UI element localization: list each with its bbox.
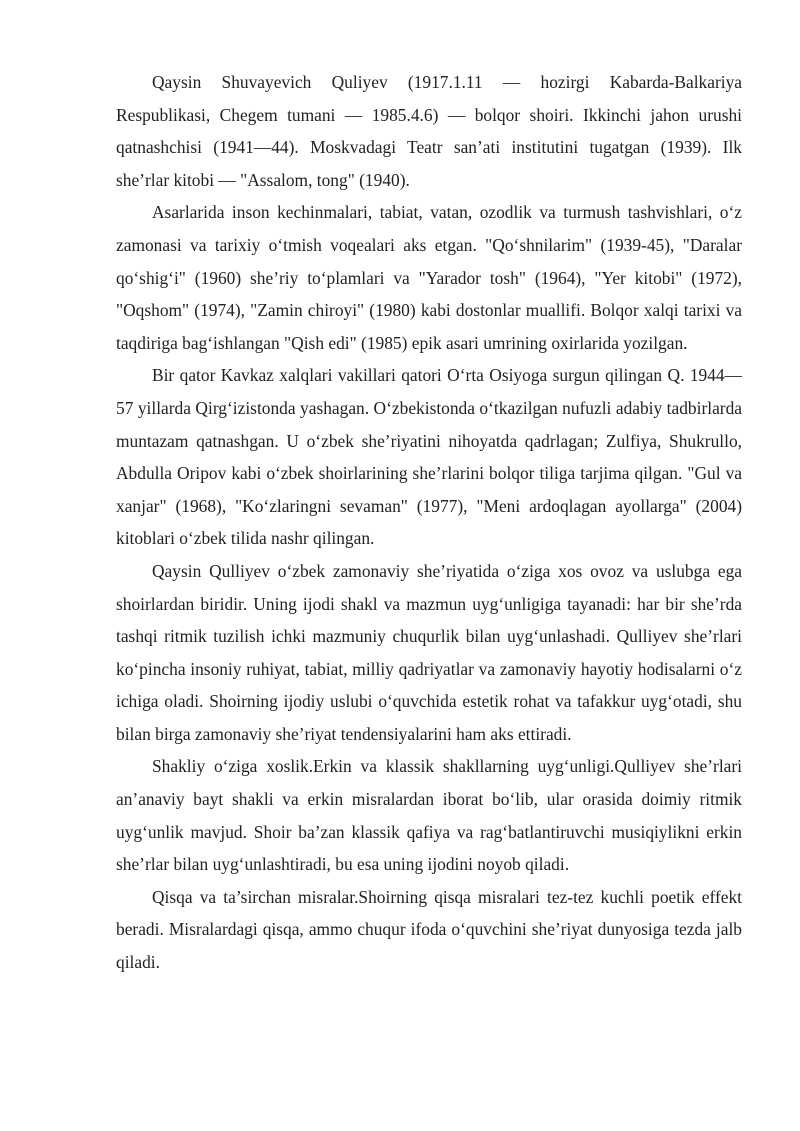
paragraph-works: Asarlarida inson kechinmalari, tabiat, vatan, ozodlik va turmush tashvishlari, o‘z zamonasi va tarixiy o‘tmish voqealari aks etgan. "Qo‘shnilarim" (1939-45), "Daralar qo‘shig‘i" (1960) she’riy to‘plamlari va "Yarador tosh" (1964), "Yer kitobi" (1972), "Oqshom" (1974), "Zamin chiroyi" (1980) kabi dostonlar muallifi. Bolqor xalqi tarixi va taqdiriga bag‘ishlangan "Qish edi" (1985) epik asari umrining oxirlarida yozilgan. <box>116 202 742 353</box>
paragraph-short-lines: Qisqa va ta’sirchan misralar.Shoirning qisqa misralari tez-tez kuchli poetik effekt beradi. Misralardagi qisqa, ammo chuqur ifoda o‘quvchini she’riyat dunyosiga tezda jalb qiladi. <box>116 886 742 973</box>
paragraph-exile-and-translations: Bir qator Kavkaz xalqlari vakillari qatori O‘rta Osiyoga surgun qilingan Q. 1944—57 yillarda Qirg‘izistonda yashagan. O‘zbekistonda o‘tkazilgan nufuzli adabiy tadbirlarda muntazam qatnashgan. U o‘zbek she’riyatini nihoyatda qadrlagan; Zulfiya, Shukrullo, Abdulla Oripov kabi o‘zbek shoirlarining she’rlarini bolqor tiliga tarjima qilgan. "Gul va xanjar" (1968), "Ko‘zlaringni sevaman" (1977), "Meni ardoqlagan ayollarga" (2004) kitoblari o‘zbek tilida nashr qilingan. <box>116 365 742 549</box>
document-page <box>116 66 742 979</box>
paragraph-poetic-style: Qaysin Qulliyev o‘zbek zamonaviy she’riyatida o‘ziga xos ovoz va uslubga ega shoirlardan biridir. Uning ijodi shakl va mazmun uyg‘unligiga tayanadi: har bir she’rda tashqi ritmik tuzilish ichki mazmuniy chuqurlik bilan uyg‘unlashadi. Qulliyev she’rlari ko‘pincha insoniy ruhiyat, tabiat, milliy qadriyatlar va zamonaviy hayotiy hodisalarni o‘z ichiga oladi. Shoirning ijodiy uslubi o‘quvchida estetik rohat va tafakkur uyg‘otadi, shu bilan birga zamonaviy she’riyat tendensiyalarini ham aks ettiradi. <box>116 560 742 744</box>
paragraph-form-features: Shakliy o‘ziga xoslik.Erkin va klassik shakllarning uyg‘unligi.Qulliyev she’rlari an’anaviy bayt shakli va erkin misralardan iborat bo‘lib, ular orasida doimiy ritmik uyg‘unlik mavjud. Shoir ba’zan klassik qafiya va rag‘batlantiruvchi musiqiylikni erkin she’rlar bilan uyg‘unlashtiradi, bu esa uning ijodini noyob qiladi. <box>116 756 742 875</box>
paragraph-biography: Qaysin Shuvayevich Quliyev (1917.1.11 — hozirgi Kabarda-Balkariya Respublikasi, Chegem tumani — 1985.4.6) — bolqor shoiri. Ikkinchi jahon urushi qatnashchisi (1941—44). Moskvadagi Teatr san’ati institutini tugatgan (1939). Ilk she’rlar kitobi — "Assalom, tong" (1940). <box>116 72 742 190</box>
